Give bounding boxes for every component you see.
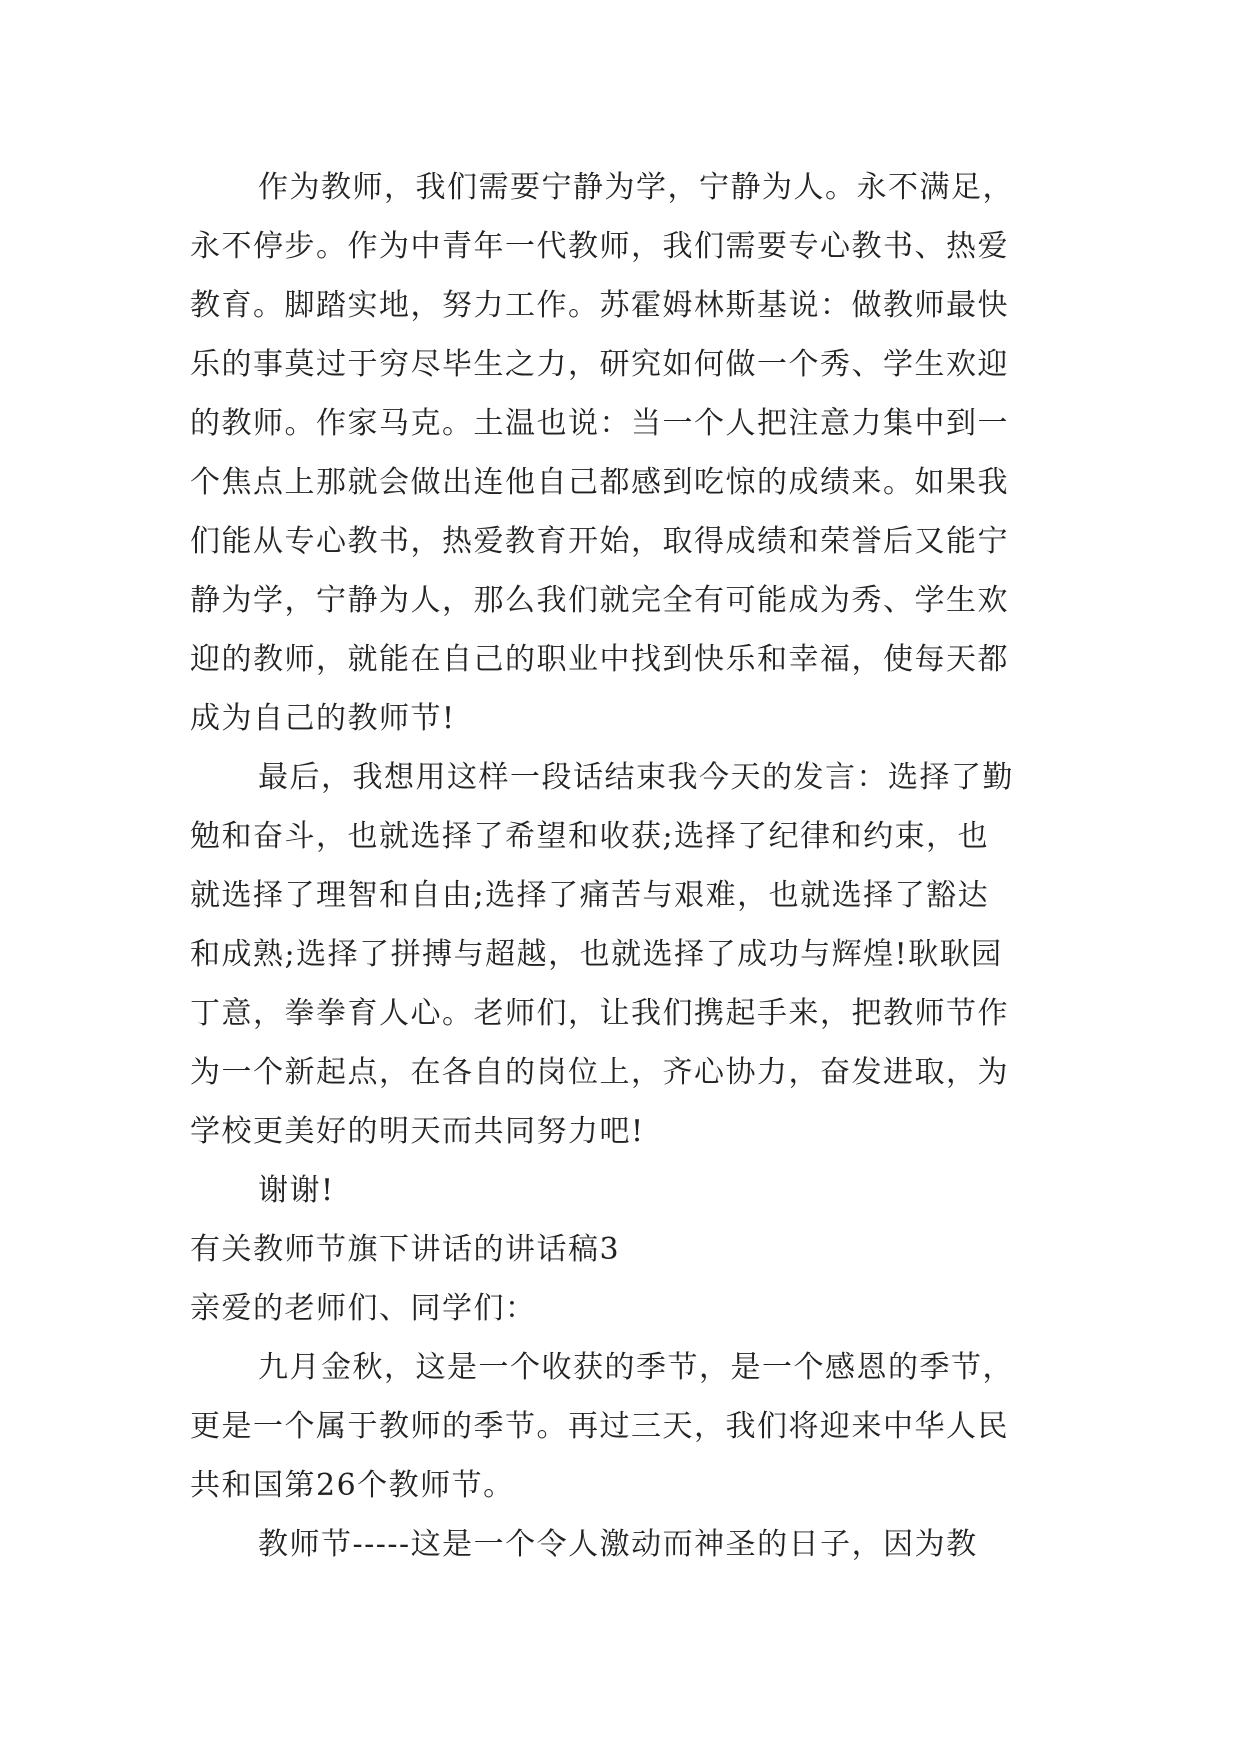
text-line: 丁意，拳拳育人心。老师们，让我们携起手来，把教师节作: [190, 996, 1009, 1031]
text-line: 个焦点上那就会做出连他自己都感到吃惊的成绩来。如果我: [190, 465, 1009, 500]
text-line: 勉和奋斗，也就选择了希望和收获;选择了纪律和约束，也: [190, 819, 990, 854]
text-line: 和成熟;选择了拼搏与超越，也就选择了成功与辉煌!耿耿园: [190, 937, 1003, 972]
document-body: [190, 158, 1055, 1574]
text-line: 的教师。作家马克。土温也说：当一个人把注意力集中到一: [190, 406, 1009, 441]
paragraph: [190, 158, 1055, 748]
section-heading: [190, 1220, 1055, 1279]
text-line: 迎的教师，就能在自己的职业中找到快乐和幸福，使每天都: [190, 642, 1009, 677]
text-line: 有关教师节旗下讲话的讲话稿3: [190, 1232, 621, 1267]
text-line: 亲爱的老师们、同学们：: [190, 1291, 537, 1326]
paragraph: [190, 748, 1055, 1161]
text-line: 作为教师，我们需要宁静为学，宁静为人。永不满足，: [258, 170, 1014, 205]
paragraph: [190, 1515, 1055, 1574]
text-line: 乐的事莫过于穷尽毕生之力，研究如何做一个秀、学生欢迎: [190, 347, 1009, 382]
paragraph: [190, 1338, 1055, 1515]
text-line: 为一个新起点，在各自的岗位上，齐心协力，奋发进取，为: [190, 1055, 1009, 1090]
text-line: 学校更美好的明天而共同努力吧!: [190, 1114, 645, 1149]
text-line: 九月金秋，这是一个收获的季节，是一个感恩的季节，: [258, 1350, 1014, 1385]
salutation: [190, 1279, 1055, 1338]
text-line: 静为学，宁静为人，那么我们就完全有可能成为秀、学生欢: [190, 583, 1009, 618]
text-line: 永不停步。作为中青年一代教师，我们需要专心教书、热爱: [190, 229, 1009, 264]
text-line: 教师节-----这是一个令人激动而神圣的日子，因为教: [258, 1527, 978, 1562]
text-line: 共和国第26个教师节。: [190, 1468, 515, 1503]
text-line: 谢谢!: [258, 1173, 335, 1208]
text-line: 就选择了理智和自由;选择了痛苦与艰难，也就选择了豁达: [190, 878, 990, 913]
text-line: 教育。脚踏实地，努力工作。苏霍姆林斯基说：做教师最快: [190, 288, 1009, 323]
text-line: 成为自己的教师节!: [190, 701, 456, 736]
text-line: 们能从专心教书，热爱教育开始，取得成绩和荣誉后又能宁: [190, 524, 1009, 559]
text-line: 更是一个属于教师的季节。再过三天，我们将迎来中华人民: [190, 1409, 1009, 1444]
paragraph: [190, 1161, 1055, 1220]
text-line: 最后，我想用这样一段话结束我今天的发言：选择了勤: [258, 760, 1014, 795]
